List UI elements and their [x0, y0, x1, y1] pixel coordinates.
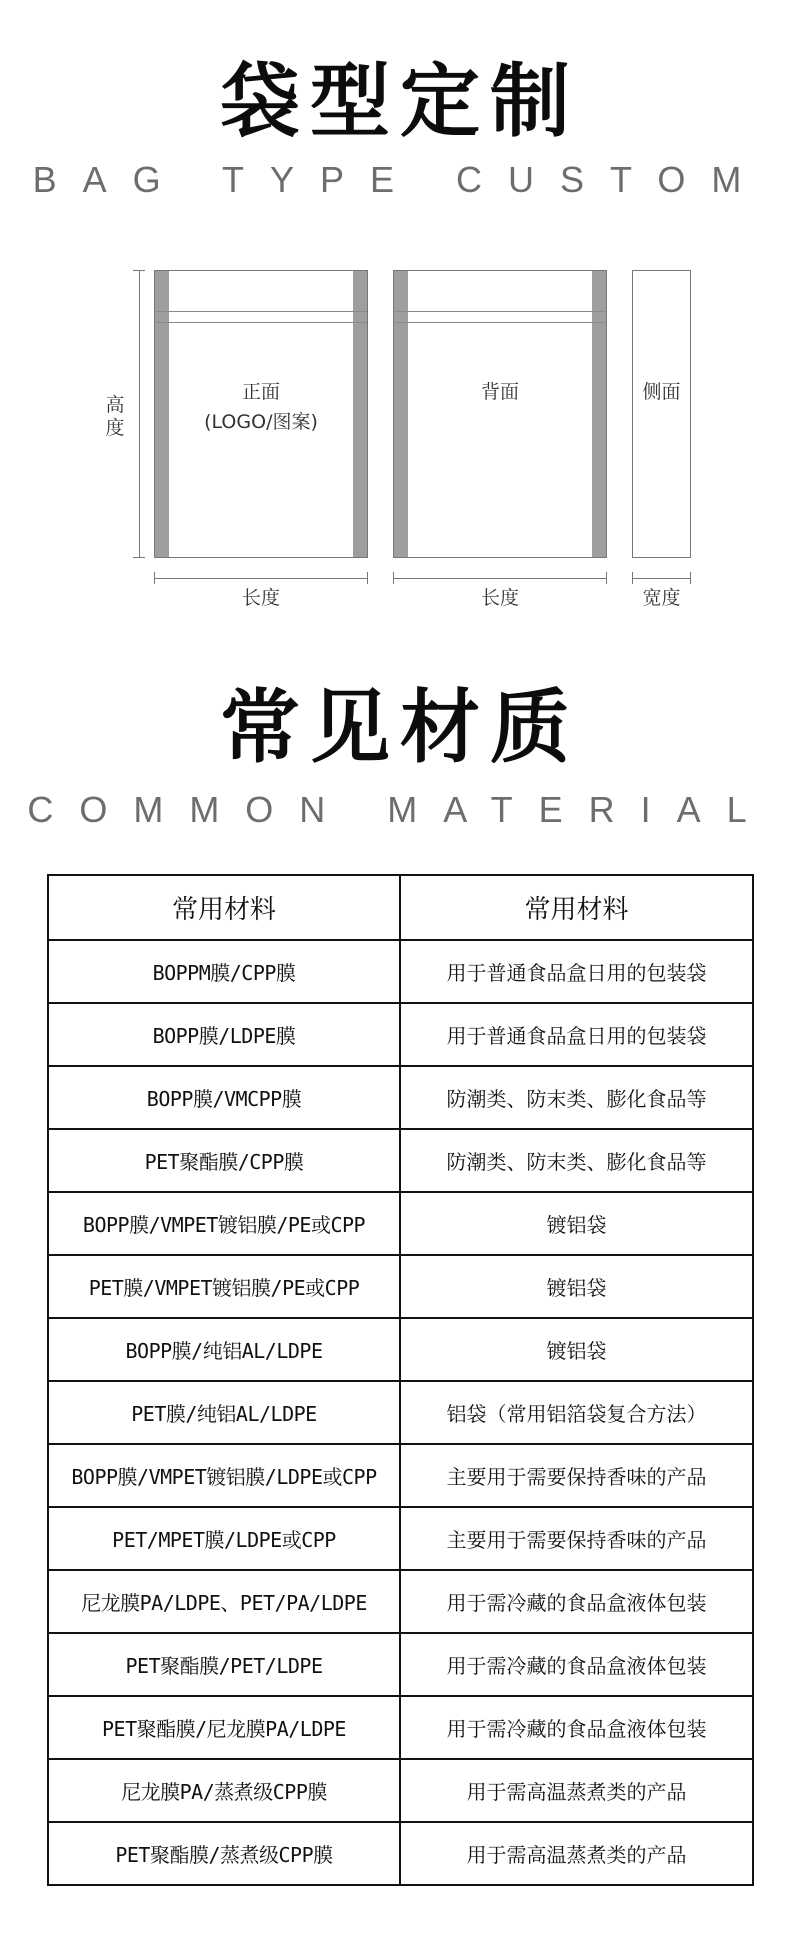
- side-panel: [632, 270, 691, 558]
- table-row: [48, 1318, 753, 1381]
- table-row: [48, 1822, 753, 1885]
- use-cell: 用于普通食品盒日用的包装袋: [400, 940, 753, 1003]
- back-panel-seal-line: [394, 322, 606, 323]
- table-header-row: [48, 875, 753, 940]
- material-cell: BOPP膜/纯铝AL/LDPE: [48, 1318, 400, 1381]
- section-title-bag-type: 袋型定制: [220, 55, 580, 148]
- column-header-material: 常用材料: [48, 875, 400, 940]
- material-cell: 尼龙膜PA/LDPE、PET/PA/LDPE: [48, 1570, 400, 1633]
- use-cell: 用于普通食品盒日用的包装袋: [400, 1003, 753, 1066]
- material-cell: BOPP膜/VMPET镀铝膜/PE或CPP: [48, 1192, 400, 1255]
- material-cell: PET膜/VMPET镀铝膜/PE或CPP: [48, 1255, 400, 1318]
- bag-diagram: [0, 0, 800, 620]
- materials-table: [47, 874, 754, 1886]
- use-cell: 用于需冷藏的食品盒液体包装: [400, 1570, 753, 1633]
- material-cell: BOPPM膜/CPP膜: [48, 940, 400, 1003]
- material-cell: PET/MPET膜/LDPE或CPP: [48, 1507, 400, 1570]
- back-panel-seal-line: [394, 311, 606, 312]
- use-cell: 用于需冷藏的食品盒液体包装: [400, 1696, 753, 1759]
- material-cell: PET聚酯膜/PET/LDPE: [48, 1633, 400, 1696]
- front-panel-label: [155, 377, 367, 438]
- front-panel-seal-line: [155, 311, 367, 312]
- back-length-label: 长度: [480, 587, 519, 609]
- table-row: [48, 1381, 753, 1444]
- table-row: [48, 1633, 753, 1696]
- table-row: [48, 1003, 753, 1066]
- material-cell: 尼龙膜PA/蒸煮级CPP膜: [48, 1759, 400, 1822]
- width-dimension-line: [632, 578, 691, 579]
- use-cell: 用于需高温蒸煮类的产品: [400, 1822, 753, 1885]
- use-cell: 主要用于需要保持香味的产品: [400, 1444, 753, 1507]
- material-cell: BOPP膜/VMPET镀铝膜/LDPE或CPP: [48, 1444, 400, 1507]
- material-cell: BOPP膜/VMCPP膜: [48, 1066, 400, 1129]
- back-panel: [393, 270, 607, 558]
- back-length-dimension-line: [393, 578, 607, 579]
- use-cell: 防潮类、防末类、膨化食品等: [400, 1066, 753, 1129]
- front-sublabel: (LOGO/图案): [204, 411, 318, 434]
- front-panel-seal-line: [155, 322, 367, 323]
- back-label: 背面: [480, 381, 519, 403]
- section-subtitle-common-material: COMMON MATERIAL: [27, 789, 773, 830]
- material-cell: PET膜/纯铝AL/LDPE: [48, 1381, 400, 1444]
- use-cell: 镀铝袋: [400, 1192, 753, 1255]
- side-label: 侧面: [642, 381, 681, 403]
- material-cell: PET聚酯膜/尼龙膜PA/LDPE: [48, 1696, 400, 1759]
- material-cell: PET聚酯膜/蒸煮级CPP膜: [48, 1822, 400, 1885]
- table-row: [48, 940, 753, 1003]
- use-cell: 用于需冷藏的食品盒液体包装: [400, 1633, 753, 1696]
- table-row: [48, 1192, 753, 1255]
- front-length-label: 长度: [241, 587, 280, 609]
- material-cell: PET聚酯膜/CPP膜: [48, 1129, 400, 1192]
- height-label: 高度: [105, 394, 125, 439]
- use-cell: 镀铝袋: [400, 1255, 753, 1318]
- front-panel: [154, 270, 368, 558]
- table-row: [48, 1255, 753, 1318]
- use-cell: 镀铝袋: [400, 1318, 753, 1381]
- height-dimension-line: [139, 270, 140, 558]
- use-cell: 主要用于需要保持香味的产品: [400, 1507, 753, 1570]
- use-cell: 防潮类、防末类、膨化食品等: [400, 1129, 753, 1192]
- use-cell: 用于需高温蒸煮类的产品: [400, 1759, 753, 1822]
- back-panel-right-gusset: [592, 271, 606, 557]
- table-row: [48, 1570, 753, 1633]
- table-row: [48, 1129, 753, 1192]
- table-row: [48, 1444, 753, 1507]
- section-title-common-material: 常见材质: [220, 681, 580, 774]
- use-cell: 铝袋（常用铝箔袋复合方法）: [400, 1381, 753, 1444]
- table-row: [48, 1696, 753, 1759]
- table-row: [48, 1759, 753, 1822]
- section-subtitle-bag-type: BAG TYPE CUSTOM: [32, 159, 768, 200]
- width-label: 宽度: [642, 587, 681, 609]
- table-row: [48, 1066, 753, 1129]
- table-row: [48, 1507, 753, 1570]
- back-panel-left-gusset: [394, 271, 408, 557]
- front-length-dimension-line: [154, 578, 368, 579]
- front-label: 正面: [241, 381, 280, 403]
- column-header-use: 常用材料: [400, 875, 753, 940]
- material-cell: BOPP膜/LDPE膜: [48, 1003, 400, 1066]
